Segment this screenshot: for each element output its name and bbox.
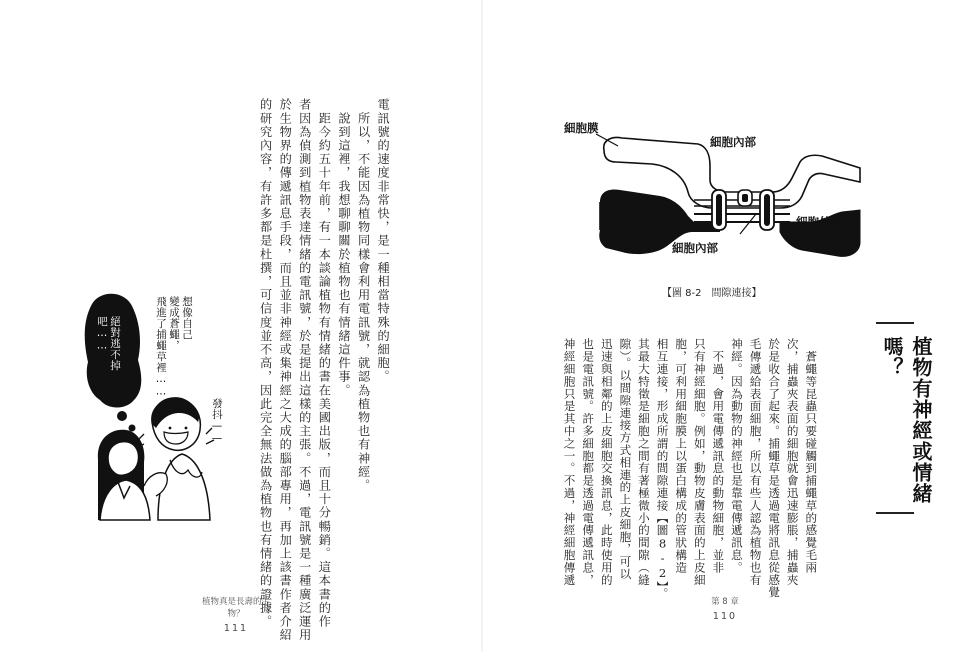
- right-paragraph: 隙）。以間隙連接方式相連的上皮細胞，可以: [618, 338, 633, 581]
- heading-rule-top: [876, 322, 914, 324]
- heading-rule-bottom: [876, 512, 914, 514]
- right-paragraph: 神經細胞只是其中之一。不過，神經細胞傳遞: [562, 338, 577, 586]
- chapter-label: 第 8 章: [711, 597, 739, 607]
- right-paragraph: 相互連接，形成所謂的間隙連接【圖8-2】。: [655, 338, 670, 600]
- left-paragraph: 於生物界的傳遞訊息手段，而且並非神經或集神經之大成的腦部專用，再加上該書作者介紹: [278, 98, 293, 642]
- left-paragraph: 說到這裡，我想聊聊關於植物也有情緒這件事。: [336, 98, 351, 398]
- right-page-footer: [695, 595, 755, 622]
- label-cell-inside-top: 細胞內部: [710, 135, 756, 149]
- right-paragraph: 蒼蠅等昆蟲只要碰觸到捕蠅草的感覺毛兩: [804, 338, 819, 574]
- right-paragraph: 只有神經細胞。例如，動物皮膚表面的上皮細: [692, 338, 707, 586]
- page-gutter: [481, 0, 483, 652]
- figure-gap-junction: [560, 110, 890, 280]
- right-paragraph: 也是電訊號。許多細胞都是透過電傳遞訊息，: [581, 338, 596, 586]
- right-paragraph: 其最大特徵是細胞之間有著極微小的間隙（縫: [636, 338, 651, 586]
- right-page-body-text: [560, 338, 820, 600]
- left-paragraph: 電訊號的速度非常快，是一種相當特殊的細胞。: [376, 98, 391, 384]
- tremble-label: 發抖——: [211, 398, 223, 445]
- illustration-frightened-people: [78, 282, 228, 532]
- right-paragraph: 次，捕蟲夾表面的細胞就會迅速膨脹，捕蟲夾: [785, 338, 800, 586]
- section-heading-block: [870, 322, 933, 522]
- thought-cloud-text: 絕對逃不掉 吧……: [96, 316, 121, 371]
- imagine-fly-caption: 想像自己 變成蒼蠅， 飛進了捕蠅草裡……: [155, 296, 193, 398]
- right-paragraph: 神經。因為動物的神經也是靠電傳遞訊息。: [729, 338, 744, 574]
- page-number-left: 111: [223, 623, 249, 634]
- left-paragraph: 距今約五十年前，有一本談論植物有情緒的書在美國出版，而且十分暢銷。這本書的作: [317, 98, 332, 629]
- left-paragraph: 者因為偵測到植物表達情緒的電訊號，於是提出這樣的主張。不過，電訊號是一種廣泛運用: [297, 98, 312, 642]
- label-cell-inside-bottom: 細胞內部: [672, 241, 718, 255]
- label-cell-membrane: 細胞膜: [564, 121, 599, 135]
- left-page-footer: [196, 595, 276, 634]
- page-number-right: 110: [712, 611, 738, 622]
- section-heading: 植物有神經或情緒嗎？: [880, 336, 933, 504]
- left-paragraph: 的研究內容，有許多都是杜撰，可信度並不高，因此完全無法做為植物也有情緒的證據。: [258, 98, 273, 629]
- label-cell-outside: 細胞外部: [796, 215, 842, 229]
- figure-caption: 【圖 8-2 間隙連接】: [662, 288, 762, 299]
- left-page-body-text: [255, 98, 392, 642]
- running-title: 植物真是長壽的生物？: [201, 597, 270, 619]
- right-paragraph: 胞，可利用細胞膜上以蛋白構成的管狀構造: [674, 338, 689, 574]
- right-paragraph: 毛傳遞給表面細胞，所以有些人認為植物也有: [748, 338, 763, 586]
- right-paragraph: 於是收合了起來。捕蠅草是透過電將訊息從感覺: [767, 338, 782, 599]
- left-paragraph: 所以，不能因為植物同樣會利用電訊號，就認為植物也有神經。: [356, 98, 371, 493]
- right-paragraph: 不過，會用電傳遞訊息的動物細胞，並非: [711, 338, 726, 574]
- right-paragraph: 迅速與相鄰的上皮細胞交換訊息，此時使用的: [599, 338, 614, 586]
